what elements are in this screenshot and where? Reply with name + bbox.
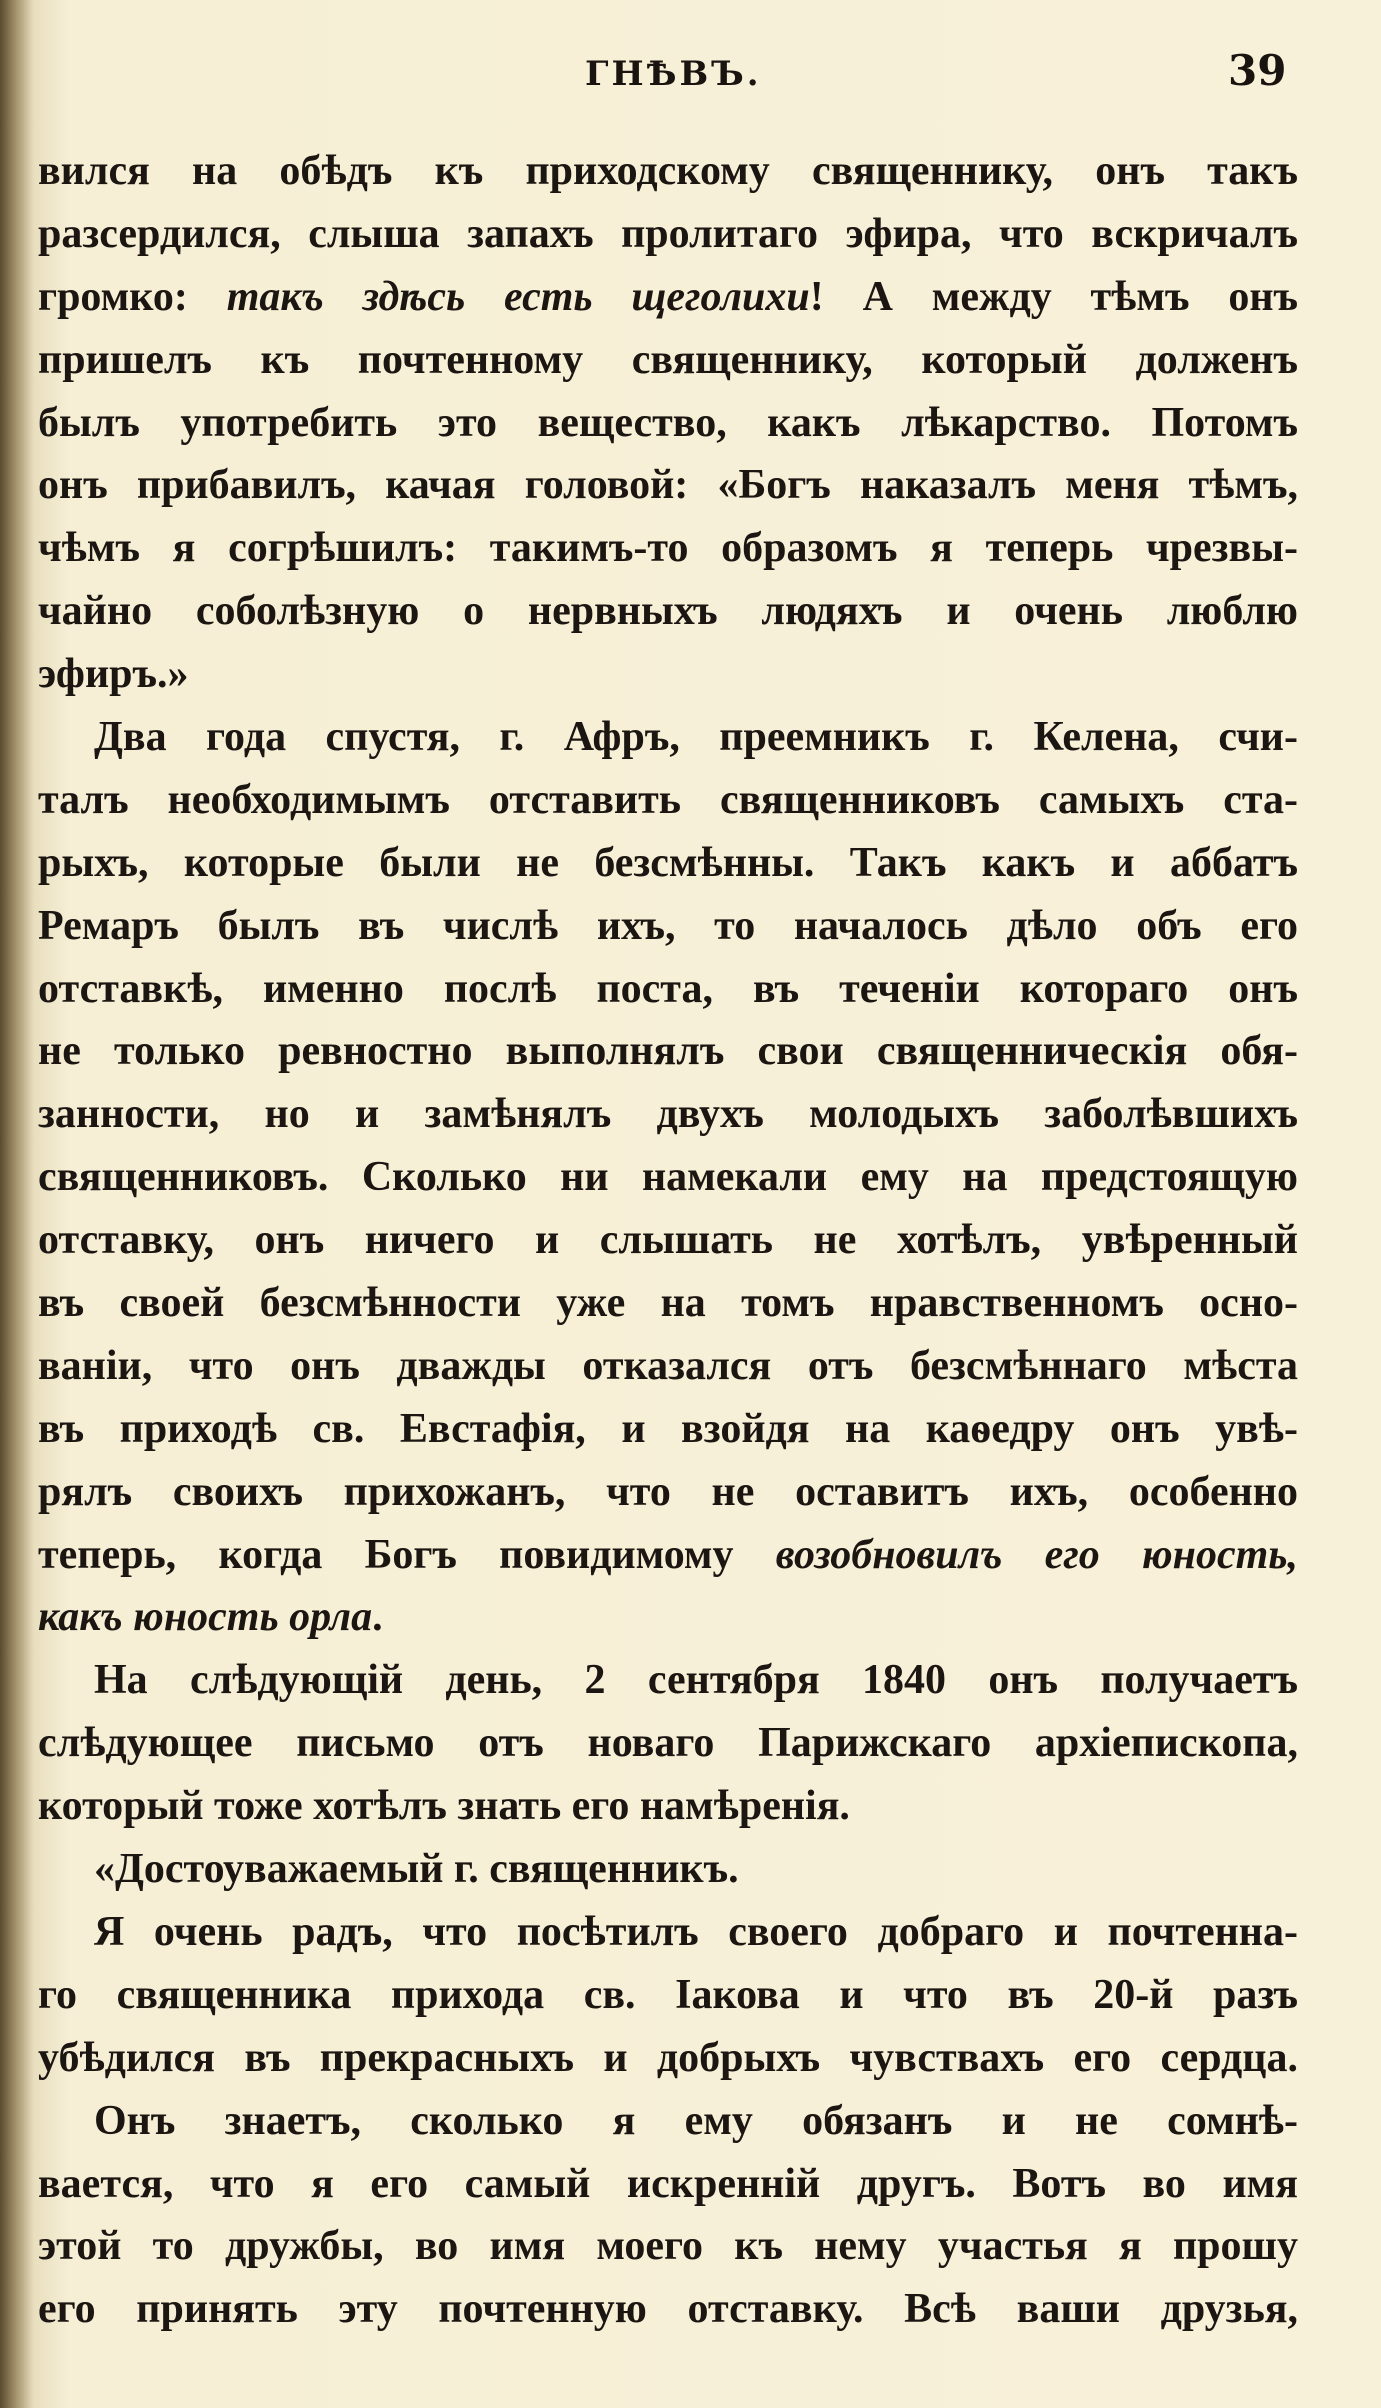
- text-segment: Онъ знаетъ, сколько я ему обязанъ и не сомнѣ-: [94, 2097, 1298, 2144]
- text-segment: этой то дружбы, во имя моего къ нему участья я прошу: [38, 2223, 1298, 2270]
- text-segment: слѣдующее письмо отъ новаго Парижскаго архіепископа,: [38, 1720, 1298, 1767]
- text-segment: онъ прибавилъ, качая головой: «Богъ наказалъ меня тѣмъ,: [38, 462, 1298, 509]
- text-segment: ! А между тѣмъ онъ: [809, 273, 1298, 320]
- text-line: [38, 1146, 1298, 1209]
- text-segment: въ приходѣ св. Евстафія, и взойдя на каѳедру онъ увѣ-: [38, 1405, 1298, 1452]
- text-line: [38, 1775, 1298, 1838]
- text-segment: который тоже хотѣлъ знать его намѣренія.: [38, 1783, 850, 1830]
- text-segment: талъ необходимымъ отставить священниковъ самыхъ ста-: [38, 776, 1298, 823]
- text-line: [38, 1838, 1298, 1901]
- running-head: [0, 42, 1381, 102]
- text-segment: былъ употребить это вещество, какъ лѣкарство. Потомъ: [38, 399, 1298, 446]
- text-segment: рялъ своихъ прихожанъ, что не оставитъ ихъ, особенно: [38, 1468, 1298, 1515]
- text-line: [38, 643, 1298, 706]
- text-line: [38, 1901, 1298, 1964]
- text-segment: отставку, онъ ничего и слышать не хотѣлъ, увѣренный: [38, 1217, 1298, 1264]
- text-line: [38, 1209, 1298, 1272]
- text-segment: вился на обѣдъ къ приходскому священнику, онъ такъ: [38, 148, 1298, 194]
- text-segment: громко:: [38, 273, 227, 320]
- text-segment: «Достоуважаемый г. священникъ.: [94, 1846, 739, 1893]
- text-line: [38, 203, 1298, 266]
- italic-text: какъ юность орла: [38, 1594, 373, 1641]
- text-segment: Я очень радъ, что посѣтилъ своего добраго и почтенна-: [94, 1908, 1298, 1955]
- text-line: [38, 1586, 1298, 1649]
- text-line: [38, 454, 1298, 517]
- text-segment: На слѣдующій день, 2 сентября 1840 онъ получаетъ: [94, 1657, 1298, 1704]
- text-line: [38, 1712, 1298, 1775]
- text-segment: .: [372, 1594, 383, 1641]
- text-segment: пришелъ къ почтенному священнику, который долженъ: [38, 336, 1298, 383]
- text-line: [38, 392, 1298, 455]
- text-line: [38, 1020, 1298, 1083]
- text-line: [38, 329, 1298, 392]
- text-line: [38, 2278, 1298, 2341]
- page-number: 39: [1228, 46, 1287, 95]
- text-segment: въ своей безсмѣнности уже на томъ нравственномъ осно-: [38, 1280, 1298, 1327]
- text-line: [38, 1649, 1298, 1712]
- text-segment: эфиръ.»: [38, 651, 189, 698]
- text-segment: занности, но и замѣнялъ двухъ молодыхъ заболѣвшихъ: [38, 1091, 1298, 1138]
- text-segment: отставкѣ, именно послѣ поста, въ теченіи котораго онъ: [38, 965, 1298, 1012]
- text-line: [38, 1335, 1298, 1398]
- text-line: [38, 2090, 1298, 2153]
- text-line: [38, 895, 1298, 958]
- text-segment: ваніи, что онъ дважды отказался отъ безсмѣннаго мѣста: [38, 1342, 1298, 1389]
- text-line: [38, 1964, 1298, 2027]
- text-line: [38, 1398, 1298, 1461]
- text-segment: чѣмъ я согрѣшилъ: такимъ-то образомъ я теперь чрезвы-: [38, 525, 1298, 572]
- text-line: [38, 2027, 1298, 2090]
- text-line: [38, 266, 1298, 329]
- text-line: [38, 2215, 1298, 2278]
- body-text: [38, 140, 1298, 2341]
- italic-text: такъ здѣсь есть щеголихи: [226, 273, 810, 320]
- text-line: [38, 958, 1298, 1021]
- text-segment: го священника прихода св. Іакова и что въ 20-й разъ: [38, 1971, 1298, 2018]
- text-line: [38, 2153, 1298, 2216]
- text-line: [38, 580, 1298, 643]
- text-line: [38, 1083, 1298, 1146]
- text-line: [38, 769, 1298, 832]
- text-segment: разсердился, слыша запахъ пролитаго эфира, что вскричалъ: [38, 210, 1298, 257]
- text-line: [38, 1461, 1298, 1524]
- text-line: [38, 832, 1298, 895]
- chapter-title: ГНѢВЪ.: [585, 54, 762, 94]
- text-segment: Ремаръ былъ въ числѣ ихъ, то началось дѣло объ его: [38, 902, 1298, 949]
- text-segment: не только ревностно выполнялъ свои священническія обя-: [38, 1028, 1298, 1075]
- text-segment: рыхъ, которые были не безсмѣнны. Такъ какъ и аббатъ: [38, 839, 1298, 886]
- text-segment: теперь, когда Богъ повидимому: [38, 1531, 776, 1578]
- text-line: [38, 706, 1298, 769]
- text-line: [38, 1272, 1298, 1335]
- text-segment: чайно соболѣзную о нервныхъ людяхъ и очень люблю: [38, 588, 1298, 635]
- text-line: [38, 140, 1298, 203]
- text-segment: его принять эту почтенную отставку. Всѣ ваши друзья,: [38, 2286, 1298, 2333]
- text-line: [38, 1524, 1298, 1587]
- text-segment: Два года спустя, г. Афръ, преемникъ г. Келена, счи-: [94, 714, 1298, 761]
- text-segment: убѣдился въ прекрасныхъ и добрыхъ чувствахъ его сердца.: [38, 2034, 1298, 2081]
- italic-text: возобновилъ его юность,: [775, 1531, 1298, 1578]
- text-segment: вается, что я его самый искренній другъ. Вотъ во имя: [38, 2160, 1298, 2207]
- text-line: [38, 517, 1298, 580]
- text-segment: священниковъ. Сколько ни намекали ему на предстоящую: [38, 1154, 1298, 1201]
